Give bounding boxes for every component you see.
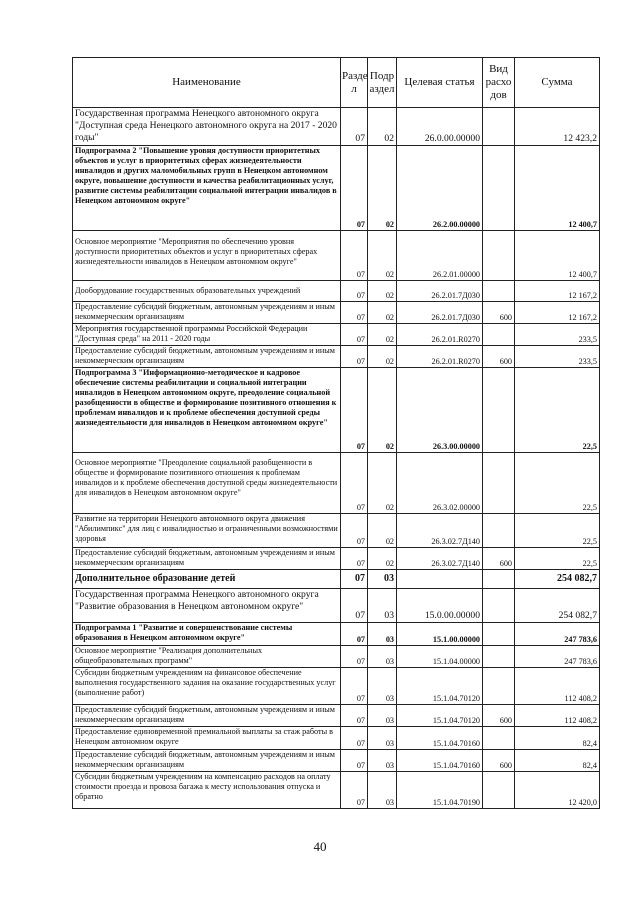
row-podrazdel: 02 <box>368 453 397 514</box>
row-sum: 82,4 <box>515 727 600 750</box>
row-vid <box>483 570 515 589</box>
row-vid <box>483 368 515 453</box>
row-razdel: 07 <box>341 346 368 368</box>
row-sum: 247 783,6 <box>515 646 600 668</box>
row-name: Основное мероприятие "Реализация дополнительных общеобразовательных программ" <box>73 646 341 668</box>
row-target <box>397 570 483 589</box>
column-header-sum: Сумма <box>515 58 600 108</box>
table-row <box>73 453 600 514</box>
row-target: 15.0.00.00000 <box>397 589 483 623</box>
row-target: 26.2.01.7Д030 <box>397 302 483 324</box>
table-row <box>73 705 600 727</box>
row-podrazdel: 02 <box>368 514 397 548</box>
row-podrazdel: 03 <box>368 727 397 750</box>
table-row <box>73 548 600 570</box>
column-header-razdel: Разде л <box>341 58 368 108</box>
row-podrazdel: 03 <box>368 623 397 646</box>
row-target: 26.2.01.R0270 <box>397 346 483 368</box>
row-target: 26.0.00.00000 <box>397 108 483 146</box>
row-podrazdel: 02 <box>368 231 397 281</box>
row-razdel: 07 <box>341 623 368 646</box>
row-target: 15.1.04.70160 <box>397 750 483 772</box>
row-name: Предоставление субсидий бюджетным, автономным учреждениям и иным некоммерческим организациям <box>73 705 341 727</box>
row-razdel: 07 <box>341 108 368 146</box>
row-podrazdel: 02 <box>368 548 397 570</box>
table-row <box>73 623 600 646</box>
row-name: Основное мероприятие "Преодоление социальной разобщенности в обществе и формирование позитивного отношения к проблемам инвалидов и к проблеме обеспечения доступной среды жизнедеятельности для инвалидов в Ненецком автономном округе" <box>73 453 341 514</box>
row-target: 15.1.04.70190 <box>397 772 483 809</box>
row-name: Предоставление субсидий бюджетным, автономным учреждениям и иным некоммерческим организациям <box>73 548 341 570</box>
row-sum: 247 783,6 <box>515 623 600 646</box>
row-podrazdel: 03 <box>368 570 397 589</box>
column-header-target: Целевая статья <box>397 58 483 108</box>
row-sum: 22,5 <box>515 368 600 453</box>
row-target: 26.2.01.00000 <box>397 231 483 281</box>
table-row <box>73 346 600 368</box>
table-row <box>73 589 600 623</box>
row-podrazdel: 03 <box>368 750 397 772</box>
row-vid <box>483 727 515 750</box>
row-sum: 12 167,2 <box>515 281 600 302</box>
row-razdel: 07 <box>341 646 368 668</box>
row-sum: 233,5 <box>515 324 600 346</box>
row-vid <box>483 668 515 705</box>
row-name: Предоставление субсидий бюджетным, автономным учреждениям и иным некоммерческим организациям <box>73 302 341 324</box>
table-row <box>73 668 600 705</box>
row-sum: 12 420,0 <box>515 772 600 809</box>
row-sum: 22,5 <box>515 514 600 548</box>
row-name: Подпрограмма 2 "Повышение уровня доступности приоритетных объектов и услуг в приоритетных сферах жизнедеятельности инвалидов и других маломобильных групп в Ненецком автономном округе, повышение доступности и качества реабилитационных услуг, развитие системы реабилитации социальной интеграции инвалидов в Ненецком автономном округе" <box>73 146 341 231</box>
row-vid <box>483 453 515 514</box>
row-podrazdel: 02 <box>368 108 397 146</box>
table-row <box>73 324 600 346</box>
table-header-row <box>73 58 600 108</box>
table-row <box>73 646 600 668</box>
row-podrazdel: 02 <box>368 302 397 324</box>
table-row-section <box>73 570 600 589</box>
row-vid: 600 <box>483 705 515 727</box>
row-vid <box>483 589 515 623</box>
row-razdel: 07 <box>341 772 368 809</box>
row-razdel: 07 <box>341 750 368 772</box>
row-vid <box>483 623 515 646</box>
row-podrazdel: 03 <box>368 646 397 668</box>
row-sum: 112 408,2 <box>515 705 600 727</box>
row-target: 26.2.01.7Д030 <box>397 281 483 302</box>
row-target: 15.1.04.70120 <box>397 668 483 705</box>
row-vid <box>483 646 515 668</box>
row-target: 15.1.04.00000 <box>397 646 483 668</box>
row-podrazdel: 03 <box>368 772 397 809</box>
row-name: Развитие на территории Ненецкого автономного округа движения "Абилимпикс" для лиц с инвалидностью и ограниченными возможностями здоровья <box>73 514 341 548</box>
row-razdel: 07 <box>341 231 368 281</box>
row-target: 26.3.02.7Д140 <box>397 514 483 548</box>
row-name: Основное мероприятие "Мероприятия по обеспечению уровня доступности приоритетных объектов и услуг в приоритетных сферах жизнедеятельности инвалидов в Ненецком автономном округе" <box>73 231 341 281</box>
row-vid: 600 <box>483 750 515 772</box>
row-sum: 254 082,7 <box>515 589 600 623</box>
row-sum: 22,5 <box>515 453 600 514</box>
table-row <box>73 368 600 453</box>
row-podrazdel: 02 <box>368 281 397 302</box>
row-vid <box>483 281 515 302</box>
table-row <box>73 108 600 146</box>
row-razdel: 07 <box>341 727 368 750</box>
row-target: 26.2.01.R0270 <box>397 324 483 346</box>
row-razdel: 07 <box>341 570 368 589</box>
row-name: Государственная программа Ненецкого автономного округа "Развитие образования в Ненецком автономном округе" <box>73 589 341 623</box>
row-sum: 12 400,7 <box>515 146 600 231</box>
row-razdel: 07 <box>341 548 368 570</box>
row-name: Субсидии бюджетным учреждениям на финансовое обеспечение выполнения государственного задания на оказание государственных услуг (выполнение работ) <box>73 668 341 705</box>
row-sum: 12 423,2 <box>515 108 600 146</box>
row-sum: 233,5 <box>515 346 600 368</box>
row-vid <box>483 146 515 231</box>
table-row <box>73 231 600 281</box>
row-target: 26.3.00.00000 <box>397 368 483 453</box>
row-razdel: 07 <box>341 514 368 548</box>
table-row <box>73 302 600 324</box>
row-vid <box>483 108 515 146</box>
row-vid: 600 <box>483 346 515 368</box>
row-vid <box>483 324 515 346</box>
table-row <box>73 514 600 548</box>
row-target: 15.1.04.70120 <box>397 705 483 727</box>
row-podrazdel: 03 <box>368 668 397 705</box>
row-razdel: 07 <box>341 368 368 453</box>
row-name: Дополнительное образование детей <box>73 570 341 589</box>
row-sum: 82,4 <box>515 750 600 772</box>
row-razdel: 07 <box>341 281 368 302</box>
row-name: Государственная программа Ненецкого автономного округа "Доступная среда Ненецкого автономного округа на 2017 - 2020 годы" <box>73 108 341 146</box>
column-header-vid: Вид расхо дов <box>483 58 515 108</box>
table-row <box>73 727 600 750</box>
row-podrazdel: 02 <box>368 346 397 368</box>
row-razdel: 07 <box>341 668 368 705</box>
row-vid <box>483 231 515 281</box>
row-name: Предоставление единовременной премиальной выплаты за стаж работы в Ненецком автономном округе <box>73 727 341 750</box>
row-vid <box>483 514 515 548</box>
row-sum: 254 082,7 <box>515 570 600 589</box>
row-razdel: 07 <box>341 324 368 346</box>
row-target: 15.1.00.00000 <box>397 623 483 646</box>
row-target: 15.1.04.70160 <box>397 727 483 750</box>
row-name: Дооборудование государственных образовательных учреждений <box>73 281 341 302</box>
row-podrazdel: 02 <box>368 324 397 346</box>
row-vid <box>483 772 515 809</box>
row-vid: 600 <box>483 302 515 324</box>
row-target: 26.3.02.7Д140 <box>397 548 483 570</box>
row-name: Субсидии бюджетным учреждениям на компенсацию расходов на оплату стоимости проезда и провоза багажа к месту использования отпуска и обратно <box>73 772 341 809</box>
row-name: Предоставление субсидий бюджетным, автономным учреждениям и иным некоммерческим организациям <box>73 346 341 368</box>
row-razdel: 07 <box>341 302 368 324</box>
table-row <box>73 146 600 231</box>
row-podrazdel: 02 <box>368 368 397 453</box>
column-header-podrazdel: Подр аздел <box>368 58 397 108</box>
row-razdel: 07 <box>341 146 368 231</box>
row-target: 26.3.02.00000 <box>397 453 483 514</box>
row-target: 26.2.00.00000 <box>397 146 483 231</box>
row-podrazdel: 02 <box>368 146 397 231</box>
column-header-name: Наименование <box>73 58 341 108</box>
row-razdel: 07 <box>341 453 368 514</box>
row-sum: 12 400,7 <box>515 231 600 281</box>
row-sum: 12 167,2 <box>515 302 600 324</box>
row-name: Предоставление субсидий бюджетным, автономным учреждениям и иным некоммерческим организациям <box>73 750 341 772</box>
row-sum: 22,5 <box>515 548 600 570</box>
row-sum: 112 408,2 <box>515 668 600 705</box>
table-row <box>73 772 600 809</box>
row-razdel: 07 <box>341 589 368 623</box>
budget-table <box>72 57 600 809</box>
row-podrazdel: 03 <box>368 589 397 623</box>
table-row <box>73 750 600 772</box>
page-number: 40 <box>313 839 327 854</box>
table-row <box>73 281 600 302</box>
row-vid: 600 <box>483 548 515 570</box>
row-name: Подпрограмма 3 "Информационно-методическое и кадровое обеспечение системы реабилитации и социальной интеграции инвалидов в Ненецком автономном округе, преодоление социальной разобщенности в обществе и формирование позитивного отношения к проблемам инвалидов и к проблеме обеспечения доступной среды жизнедеятельности для инвалидов в Ненецком автономном округе" <box>73 368 341 453</box>
row-podrazdel: 03 <box>368 705 397 727</box>
row-name: Подпрограмма 1 "Развитие и совершенствование системы образования в Ненецком автономном округе" <box>73 623 341 646</box>
row-razdel: 07 <box>341 705 368 727</box>
row-name: Мероприятия государственной программы Российской Федерации "Доступная среда" на 2011 - 2020 годы <box>73 324 341 346</box>
